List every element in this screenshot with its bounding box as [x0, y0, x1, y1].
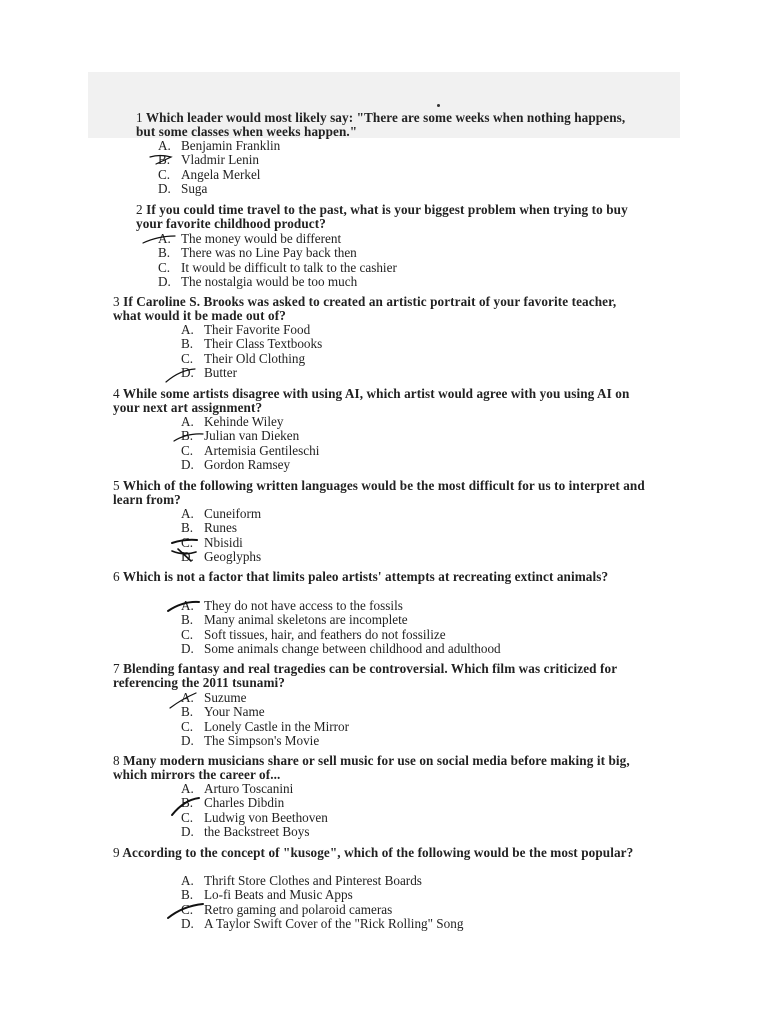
answer-option-d[interactable]: [158, 182, 207, 196]
question-2: [136, 203, 645, 232]
option-letter: C.: [181, 534, 194, 550]
question-text: While some artists disagree with using AI, which artist would agree with you using AI on your next art assignment?: [113, 386, 630, 416]
answer-option-a[interactable]: [181, 691, 247, 705]
option-letter: A.: [181, 781, 194, 796]
question-text: Which leader would most likely say: "There are some weeks when nothing happens, but some classes when weeks happen.": [136, 110, 626, 140]
option-letter: A.: [158, 138, 171, 153]
option-letter: B.: [181, 887, 194, 903]
option-letter: B.: [181, 520, 194, 536]
option-text: The money would be different: [181, 231, 342, 246]
option-letter: D.: [181, 548, 194, 564]
option-text: They do not have access to the fossils: [204, 598, 403, 613]
answer-option-d[interactable]: [158, 275, 357, 289]
answer-option-c[interactable]: [158, 261, 397, 275]
option-text: The Simpson's Movie: [204, 732, 320, 748]
option-text: Soft tissues, hair, and feathers do not fossilize: [204, 626, 446, 642]
question-1: [136, 111, 645, 140]
option-text: Julian van Dieken: [204, 428, 300, 444]
answer-option-b[interactable]: [181, 613, 408, 627]
answer-option-c[interactable]: [181, 811, 328, 825]
answer-option-b[interactable]: [158, 153, 259, 167]
option-text: Gordon Ramsey: [204, 456, 291, 472]
option-text: Many animal skeletons are incomplete: [204, 612, 408, 628]
option-text: Some animals change between childhood and adulthood: [204, 640, 501, 656]
answer-option-a[interactable]: [181, 599, 403, 613]
option-letter: A.: [181, 506, 194, 521]
option-text: Their Old Clothing: [204, 350, 306, 366]
option-text: Kehinde Wiley: [204, 414, 284, 429]
option-text: Thrift Store Clothes and Pinterest Boards: [204, 873, 422, 888]
option-text: Retro gaming and polaroid cameras: [204, 901, 393, 917]
option-letter: C.: [158, 259, 171, 275]
option-letter: D.: [181, 915, 194, 931]
option-letter: D.: [181, 732, 194, 748]
answer-option-b[interactable]: [181, 337, 322, 351]
option-text: Cuneiform: [204, 506, 262, 521]
option-letter: C.: [181, 718, 194, 734]
option-text: Arturo Toscanini: [204, 781, 294, 796]
answer-option-a[interactable]: [158, 139, 280, 153]
question-number: 9: [113, 845, 120, 860]
option-text: Ludwig von Beethoven: [204, 809, 328, 825]
option-text: the Backstreet Boys: [204, 823, 310, 839]
answer-option-d[interactable]: [181, 734, 319, 748]
answer-option-a[interactable]: [158, 232, 341, 246]
question-number: 6: [113, 569, 120, 584]
option-text: Geoglyphs: [204, 548, 262, 564]
option-text: Their Class Textbooks: [204, 336, 323, 352]
question-4: [113, 387, 645, 416]
option-letter: B.: [181, 704, 194, 720]
option-text: Nbisidi: [204, 534, 243, 550]
option-text: Runes: [204, 520, 237, 536]
option-letter: D.: [181, 640, 194, 656]
option-text: Angela Merkel: [181, 166, 261, 182]
option-text: Artemisia Gentileschi: [204, 442, 320, 458]
option-text: Butter: [204, 364, 237, 380]
option-text: There was no Line Pay back then: [181, 245, 357, 261]
question-8: [113, 754, 645, 783]
answer-option-d[interactable]: [181, 550, 261, 564]
option-letter: C.: [181, 901, 194, 917]
option-text: Your Name: [204, 704, 265, 720]
answer-option-a[interactable]: [181, 874, 422, 888]
option-letter: A.: [181, 690, 194, 705]
question-text: Blending fantasy and real tragedies can be controversial. Which film was criticized for referencing the 2011 tsunami?: [113, 661, 617, 691]
option-letter: B.: [158, 152, 171, 168]
option-text: Lonely Castle in the Mirror: [204, 718, 350, 734]
option-letter: C.: [181, 442, 194, 458]
answer-option-d[interactable]: [181, 825, 309, 839]
answer-option-b[interactable]: [158, 246, 357, 260]
option-text: A Taylor Swift Cover of the "Rick Rolling" Song: [204, 915, 464, 931]
option-letter: B.: [181, 612, 194, 628]
option-letter: C.: [181, 626, 194, 642]
option-text: Benjamin Franklin: [181, 138, 281, 153]
option-text: Lo-fi Beats and Music Apps: [204, 887, 353, 903]
option-letter: C.: [181, 809, 194, 825]
option-letter: B.: [181, 428, 194, 444]
answer-option-c[interactable]: [158, 168, 260, 182]
question-number: 7: [113, 661, 120, 676]
option-text: The nostalgia would be too much: [181, 273, 358, 289]
option-letter: A.: [181, 873, 194, 888]
answer-option-a[interactable]: [181, 323, 310, 337]
answer-option-b[interactable]: [181, 521, 237, 535]
answer-option-b[interactable]: [181, 705, 265, 719]
question-text: According to the concept of "kusoge", which of the following would be the most popular?: [122, 845, 634, 860]
question-number: 3: [113, 294, 120, 309]
option-letter: D.: [181, 364, 194, 380]
option-letter: C.: [181, 350, 194, 366]
option-letter: A.: [158, 231, 171, 246]
question-number: 5: [113, 478, 120, 493]
question-number: 4: [113, 386, 120, 401]
option-letter: A.: [181, 598, 194, 613]
answer-option-c[interactable]: [181, 628, 446, 642]
question-number: 1: [136, 110, 143, 125]
answer-option-d[interactable]: [181, 366, 237, 380]
question-number: 8: [113, 753, 120, 768]
answer-option-c[interactable]: [181, 720, 349, 734]
answer-option-b[interactable]: [181, 796, 284, 810]
option-letter: B.: [158, 245, 171, 261]
answer-option-c[interactable]: [181, 352, 305, 366]
question-7: [113, 662, 645, 691]
question-text: If you could time travel to the past, what is your biggest problem when trying to buy your favorite childhood product?: [136, 202, 628, 232]
answer-option-c[interactable]: [181, 536, 243, 550]
answer-option-a[interactable]: [181, 415, 283, 429]
option-letter: B.: [181, 336, 194, 352]
answer-option-c[interactable]: [181, 444, 319, 458]
answer-option-d[interactable]: [181, 458, 290, 472]
header-dot: [437, 104, 440, 107]
question-number: 2: [136, 202, 143, 217]
option-text: Suzume: [204, 690, 247, 705]
question-6: [113, 570, 645, 584]
answer-option-b[interactable]: [181, 429, 299, 443]
option-letter: D.: [181, 456, 194, 472]
option-text: Suga: [181, 180, 208, 196]
answer-option-a[interactable]: [181, 782, 293, 796]
question-9: [113, 846, 645, 860]
answer-option-c[interactable]: [181, 903, 392, 917]
option-letter: D.: [158, 180, 171, 196]
option-text: It would be difficult to talk to the cashier: [181, 259, 397, 275]
question-3: [113, 295, 645, 324]
option-text: Their Favorite Food: [204, 322, 311, 337]
question-text: Which is not a factor that limits paleo artists' attempts at recreating extinct animals?: [122, 569, 609, 584]
question-text: Which of the following written languages would be the most difficult for us to interpret and learn from?: [113, 478, 645, 508]
question-text: Many modern musicians share or sell music for use on social media before making it big, which mirrors the career of...: [113, 753, 630, 783]
option-text: Vladmir Lenin: [181, 152, 260, 168]
answer-option-b[interactable]: [181, 888, 353, 902]
option-letter: A.: [181, 322, 194, 337]
option-text: Charles Dibdin: [204, 795, 285, 811]
option-letter: B.: [181, 795, 194, 811]
answer-option-d[interactable]: [181, 642, 501, 656]
answer-option-d[interactable]: [181, 917, 463, 931]
question-5: [113, 479, 645, 508]
option-letter: C.: [158, 166, 171, 182]
question-text: If Caroline S. Brooks was asked to created an artistic portrait of your favorite teacher, what would it be made out of?: [113, 294, 617, 324]
option-letter: A.: [181, 414, 194, 429]
option-letter: D.: [158, 273, 171, 289]
option-letter: D.: [181, 823, 194, 839]
answer-option-a[interactable]: [181, 507, 261, 521]
